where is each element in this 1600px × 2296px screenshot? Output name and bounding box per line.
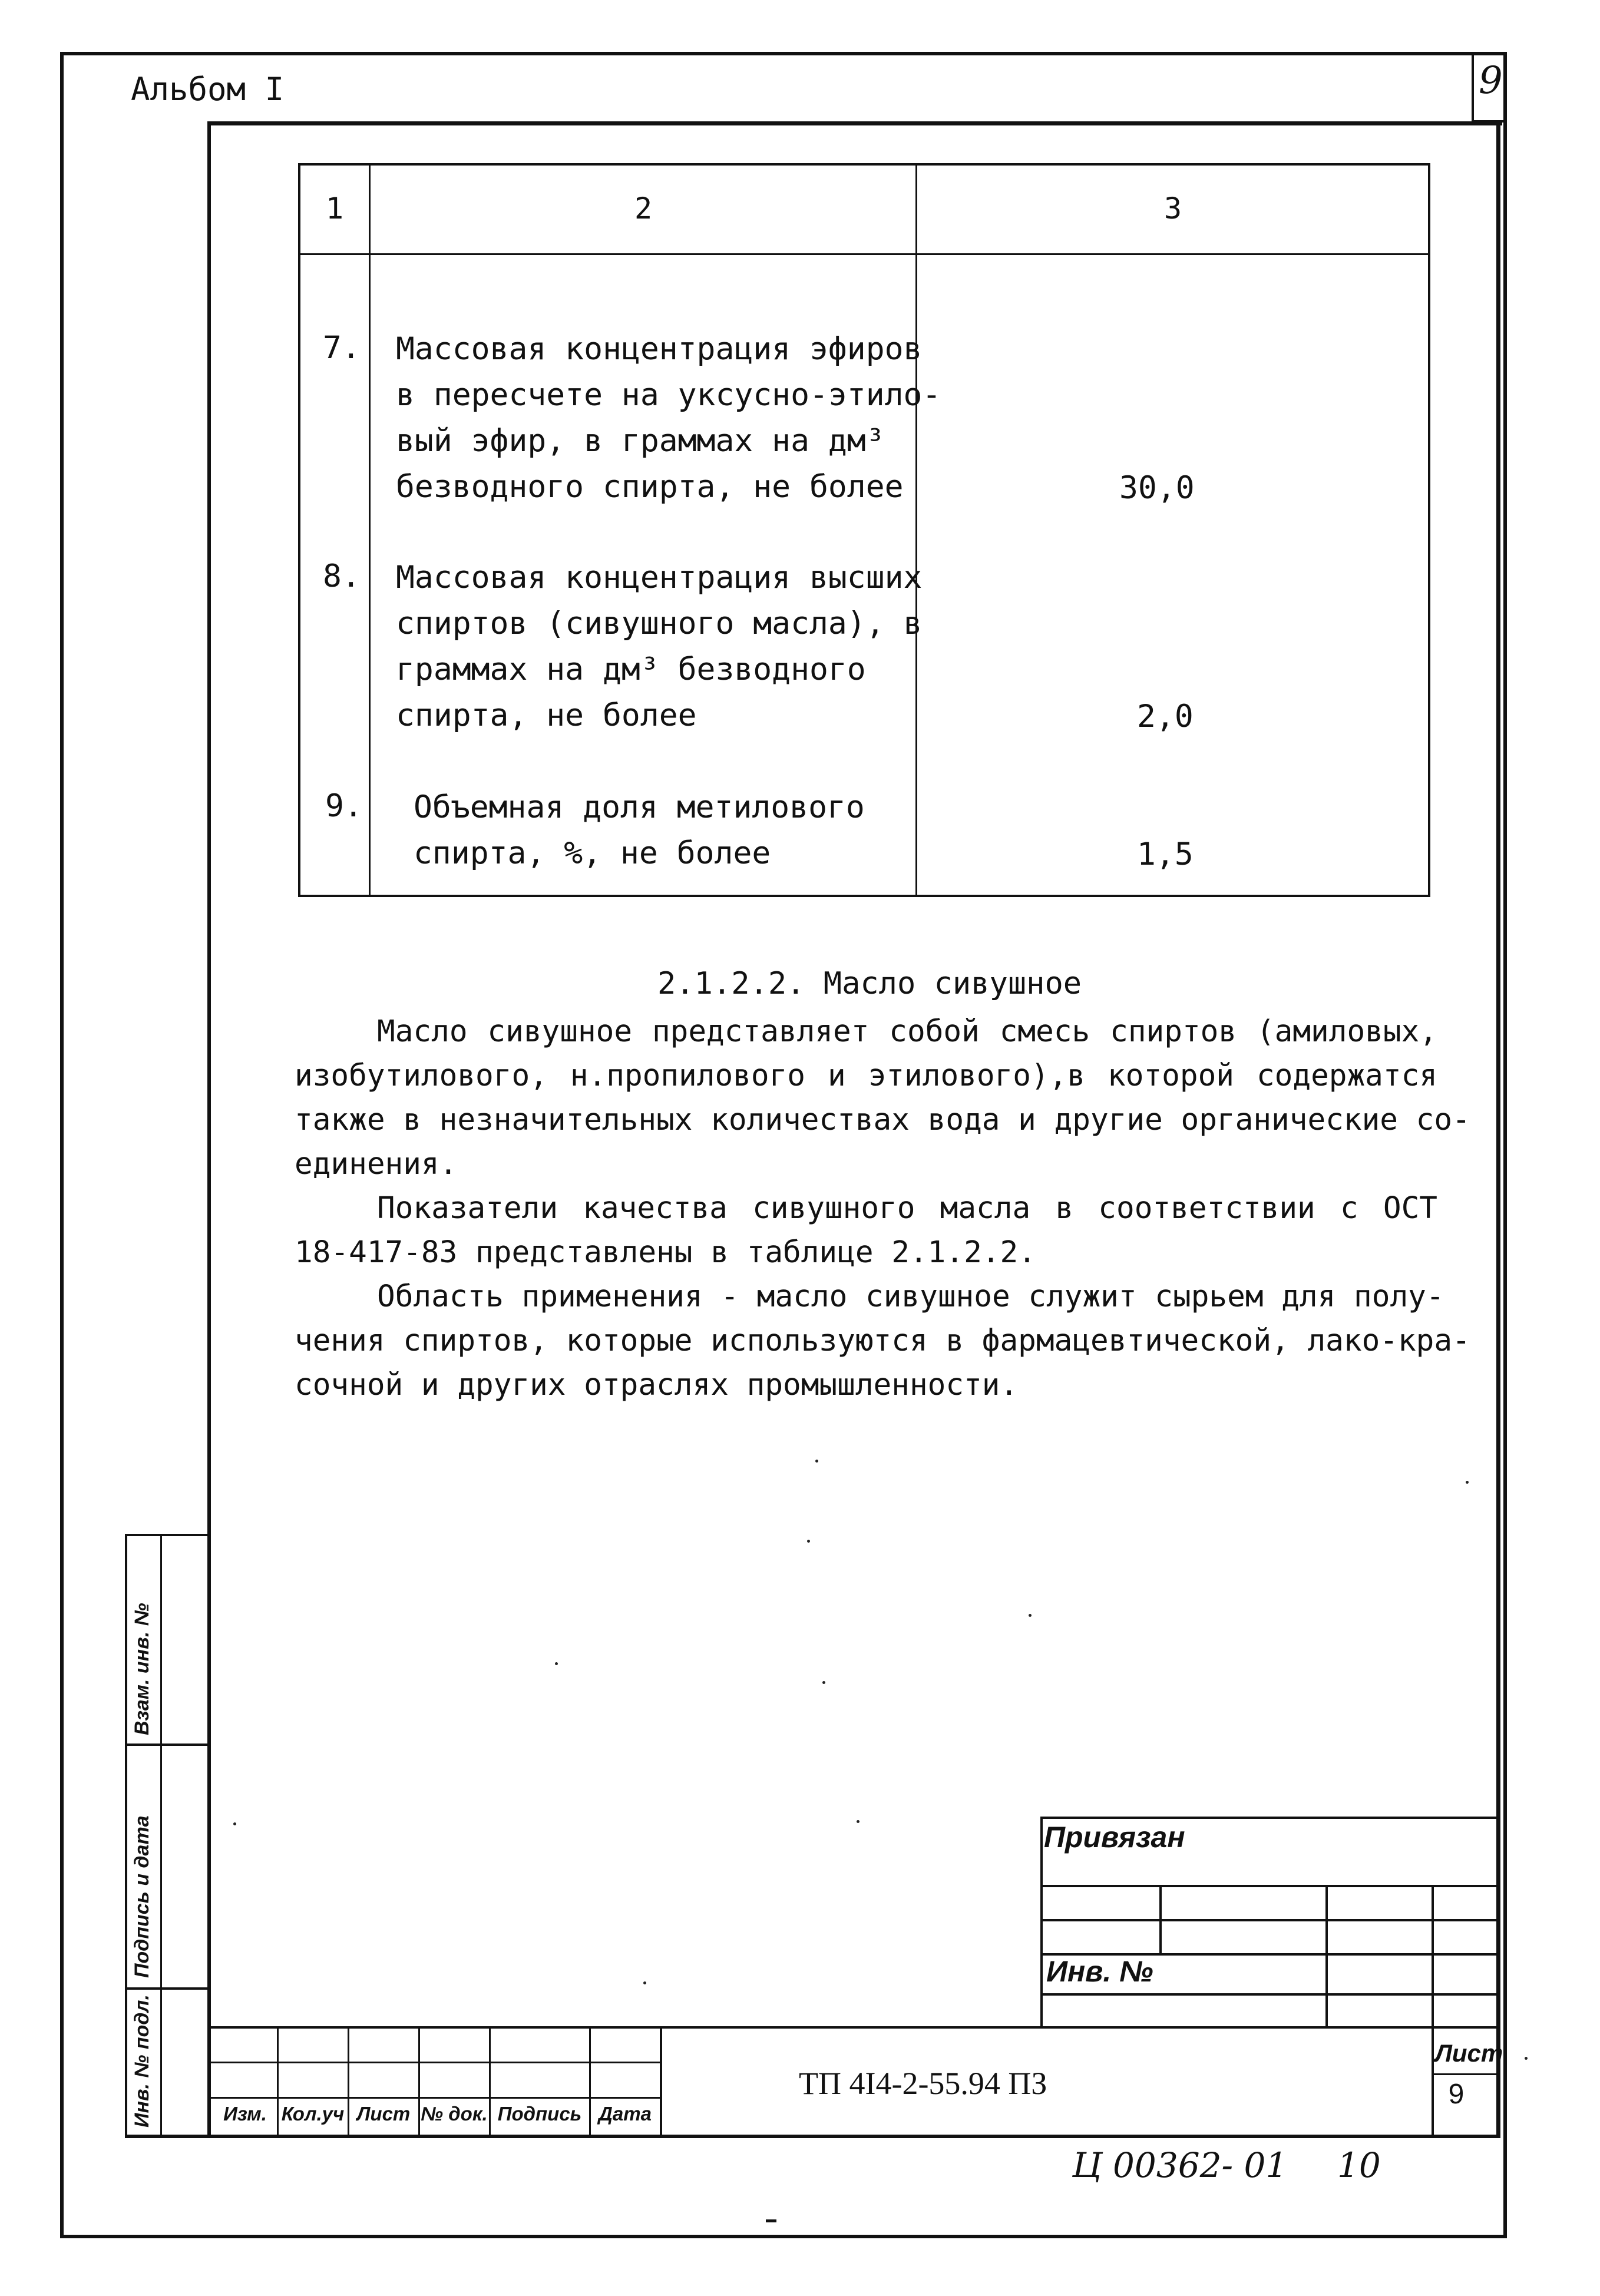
scan-speck: [555, 1662, 558, 1665]
title-col: [418, 2026, 420, 2138]
scan-speck: [857, 1820, 859, 1823]
scan-speck: [233, 1822, 236, 1825]
title-block-sheet-left: [1432, 2026, 1434, 2138]
side-stamp-sign-date: Подпись и дата: [131, 1815, 153, 1978]
side-stamp-inv-orig: Инв. № подл.: [131, 1994, 153, 2128]
table-header-col-1: 1: [325, 191, 344, 226]
paragraph-quality: [295, 1186, 1437, 1275]
paragraph-line: Показатели качества сивушного масла в соответствии с ОСТ: [377, 1191, 1437, 1226]
outer-frame-right: [1503, 52, 1507, 2238]
table-row-text-line: Массовая концентрация эфиров: [396, 331, 923, 367]
title-col: [277, 2026, 279, 2138]
title-col: [348, 2026, 349, 2138]
table-header-col-2: 2: [634, 191, 653, 226]
document-code: ТП 4I4-2-55.94 ПЗ: [799, 2066, 1047, 2101]
paragraph-application: [295, 1275, 1470, 1407]
binding-row-2: [1040, 1919, 1500, 1921]
paragraph-line: чения спиртов, которые используются в фармацевтической, лако-кра-: [295, 1324, 1470, 1358]
table-header-divider: [298, 253, 1430, 255]
sheet-label: Лист: [1435, 2039, 1503, 2067]
inner-frame-right: [1496, 121, 1500, 2138]
table-row-value: 2,0: [1137, 699, 1194, 735]
paragraph-line: 18-417-83 представлены в таблице 2.1.2.2.: [295, 1235, 1036, 1270]
binding-inv-label: Инв. №: [1046, 1955, 1153, 1988]
label-doc-no: № док.: [421, 2103, 488, 2125]
scan-speck: [1029, 1614, 1032, 1617]
title-block-top: [211, 2026, 1500, 2029]
scan-speck: [815, 1460, 818, 1463]
table-row-number: 9.: [325, 788, 363, 824]
scan-speck: [807, 1540, 810, 1543]
scan-speck: [1525, 2057, 1528, 2060]
binding-row-4: [1040, 1993, 1500, 1996]
inner-frame-top: [207, 121, 1502, 125]
scan-speck: [643, 1981, 646, 1984]
sheet-number: 9: [1448, 2079, 1465, 2110]
label-signature: Подпись: [497, 2103, 582, 2125]
table-row-text-line: вый эфир, в граммах на дм³: [396, 423, 885, 459]
section-heading: 2.1.2.2. Масло сивушное: [657, 966, 1082, 1001]
album-label: Альбом I: [131, 71, 285, 108]
label-izm: Изм.: [223, 2103, 267, 2125]
side-stamp-top: [125, 1534, 210, 1536]
label-list: Лист: [356, 2103, 411, 2125]
side-stamp-replace-inv: Взам. инв. №: [131, 1603, 153, 1735]
table-row-text-line: в пересчете на уксусно-этило-: [396, 377, 941, 413]
title-block-code-left: [660, 2026, 662, 2138]
table-row-value: 1,5: [1137, 836, 1194, 872]
table-col-divider-1: [369, 163, 371, 897]
binding-row-1: [1040, 1885, 1500, 1887]
outer-frame-left: [60, 52, 64, 2238]
scan-speck: [1466, 1481, 1469, 1484]
side-stamp-divider: [160, 1534, 162, 2138]
table-row-number: 7.: [323, 330, 361, 366]
table-col-divider-2: [915, 163, 917, 897]
binding-left: [1040, 1817, 1043, 2029]
table-row-value: 30,0: [1119, 470, 1195, 506]
scan-speck: [822, 1681, 825, 1684]
title-block-sheet-divider: [1432, 2073, 1500, 2075]
outer-frame-bottom: [60, 2235, 1507, 2238]
table-row-text-line: безводного спирта, не более: [396, 469, 904, 505]
paragraph-line: изобутилового, н.пропилового и этилового),в которой содержатся: [295, 1058, 1437, 1093]
page-corner-number: 9: [1479, 59, 1503, 102]
table-header-col-3: 3: [1163, 191, 1182, 226]
scan-mark: [766, 2219, 776, 2222]
side-stamp-sep-2: [125, 1987, 210, 1990]
archive-number: 10: [1337, 2145, 1381, 2185]
label-date: Дата: [599, 2103, 652, 2125]
side-stamp-sep-1: [125, 1743, 210, 1746]
table-row-text-line: Массовая концентрация высших: [396, 560, 923, 595]
paragraph-line: Масло сивушное представляет собой смесь спиртов (амиловых,: [377, 1014, 1437, 1049]
table-row-number: 8.: [323, 558, 361, 594]
table-row-text-line: спирта, %, не более: [414, 835, 771, 871]
corner-box-left: [1472, 52, 1474, 123]
binding-col-3: [1432, 1885, 1434, 2029]
paragraph-line: также в незначительных количествах вода и другие органические со-: [295, 1103, 1470, 1137]
archive-code: Ц 00362- 01: [1072, 2145, 1288, 2185]
table-row-text-line: Объемная доля метилового: [414, 789, 865, 825]
table-row-text-line: спирта, не более: [396, 697, 697, 733]
inner-frame-bottom: [125, 2135, 1500, 2138]
table-row-text-line: граммах на дм³ безводного: [396, 651, 866, 687]
binding-top: [1040, 1817, 1500, 1819]
table-row-text-line: спиртов (сивушного масла), в: [396, 606, 923, 641]
inner-frame-left: [207, 121, 211, 2138]
side-stamp-left: [125, 1534, 127, 2138]
title-col: [489, 2026, 491, 2138]
paragraph-line: единения.: [295, 1147, 458, 1182]
label-kol-uch: Кол.уч: [281, 2103, 345, 2125]
paragraph-line: Область применения - масло сивушное служит сырьем для полу-: [377, 1279, 1444, 1314]
paragraph-line: сочной и других отраслях промышленности.: [295, 1368, 1019, 1402]
title-col: [589, 2026, 591, 2138]
binding-col-2: [1325, 1885, 1328, 2029]
paragraph-composition: [295, 1010, 1470, 1186]
binding-title: Привязан: [1044, 1821, 1185, 1854]
binding-col-1: [1159, 1885, 1162, 1954]
outer-frame-top: [60, 52, 1507, 55]
